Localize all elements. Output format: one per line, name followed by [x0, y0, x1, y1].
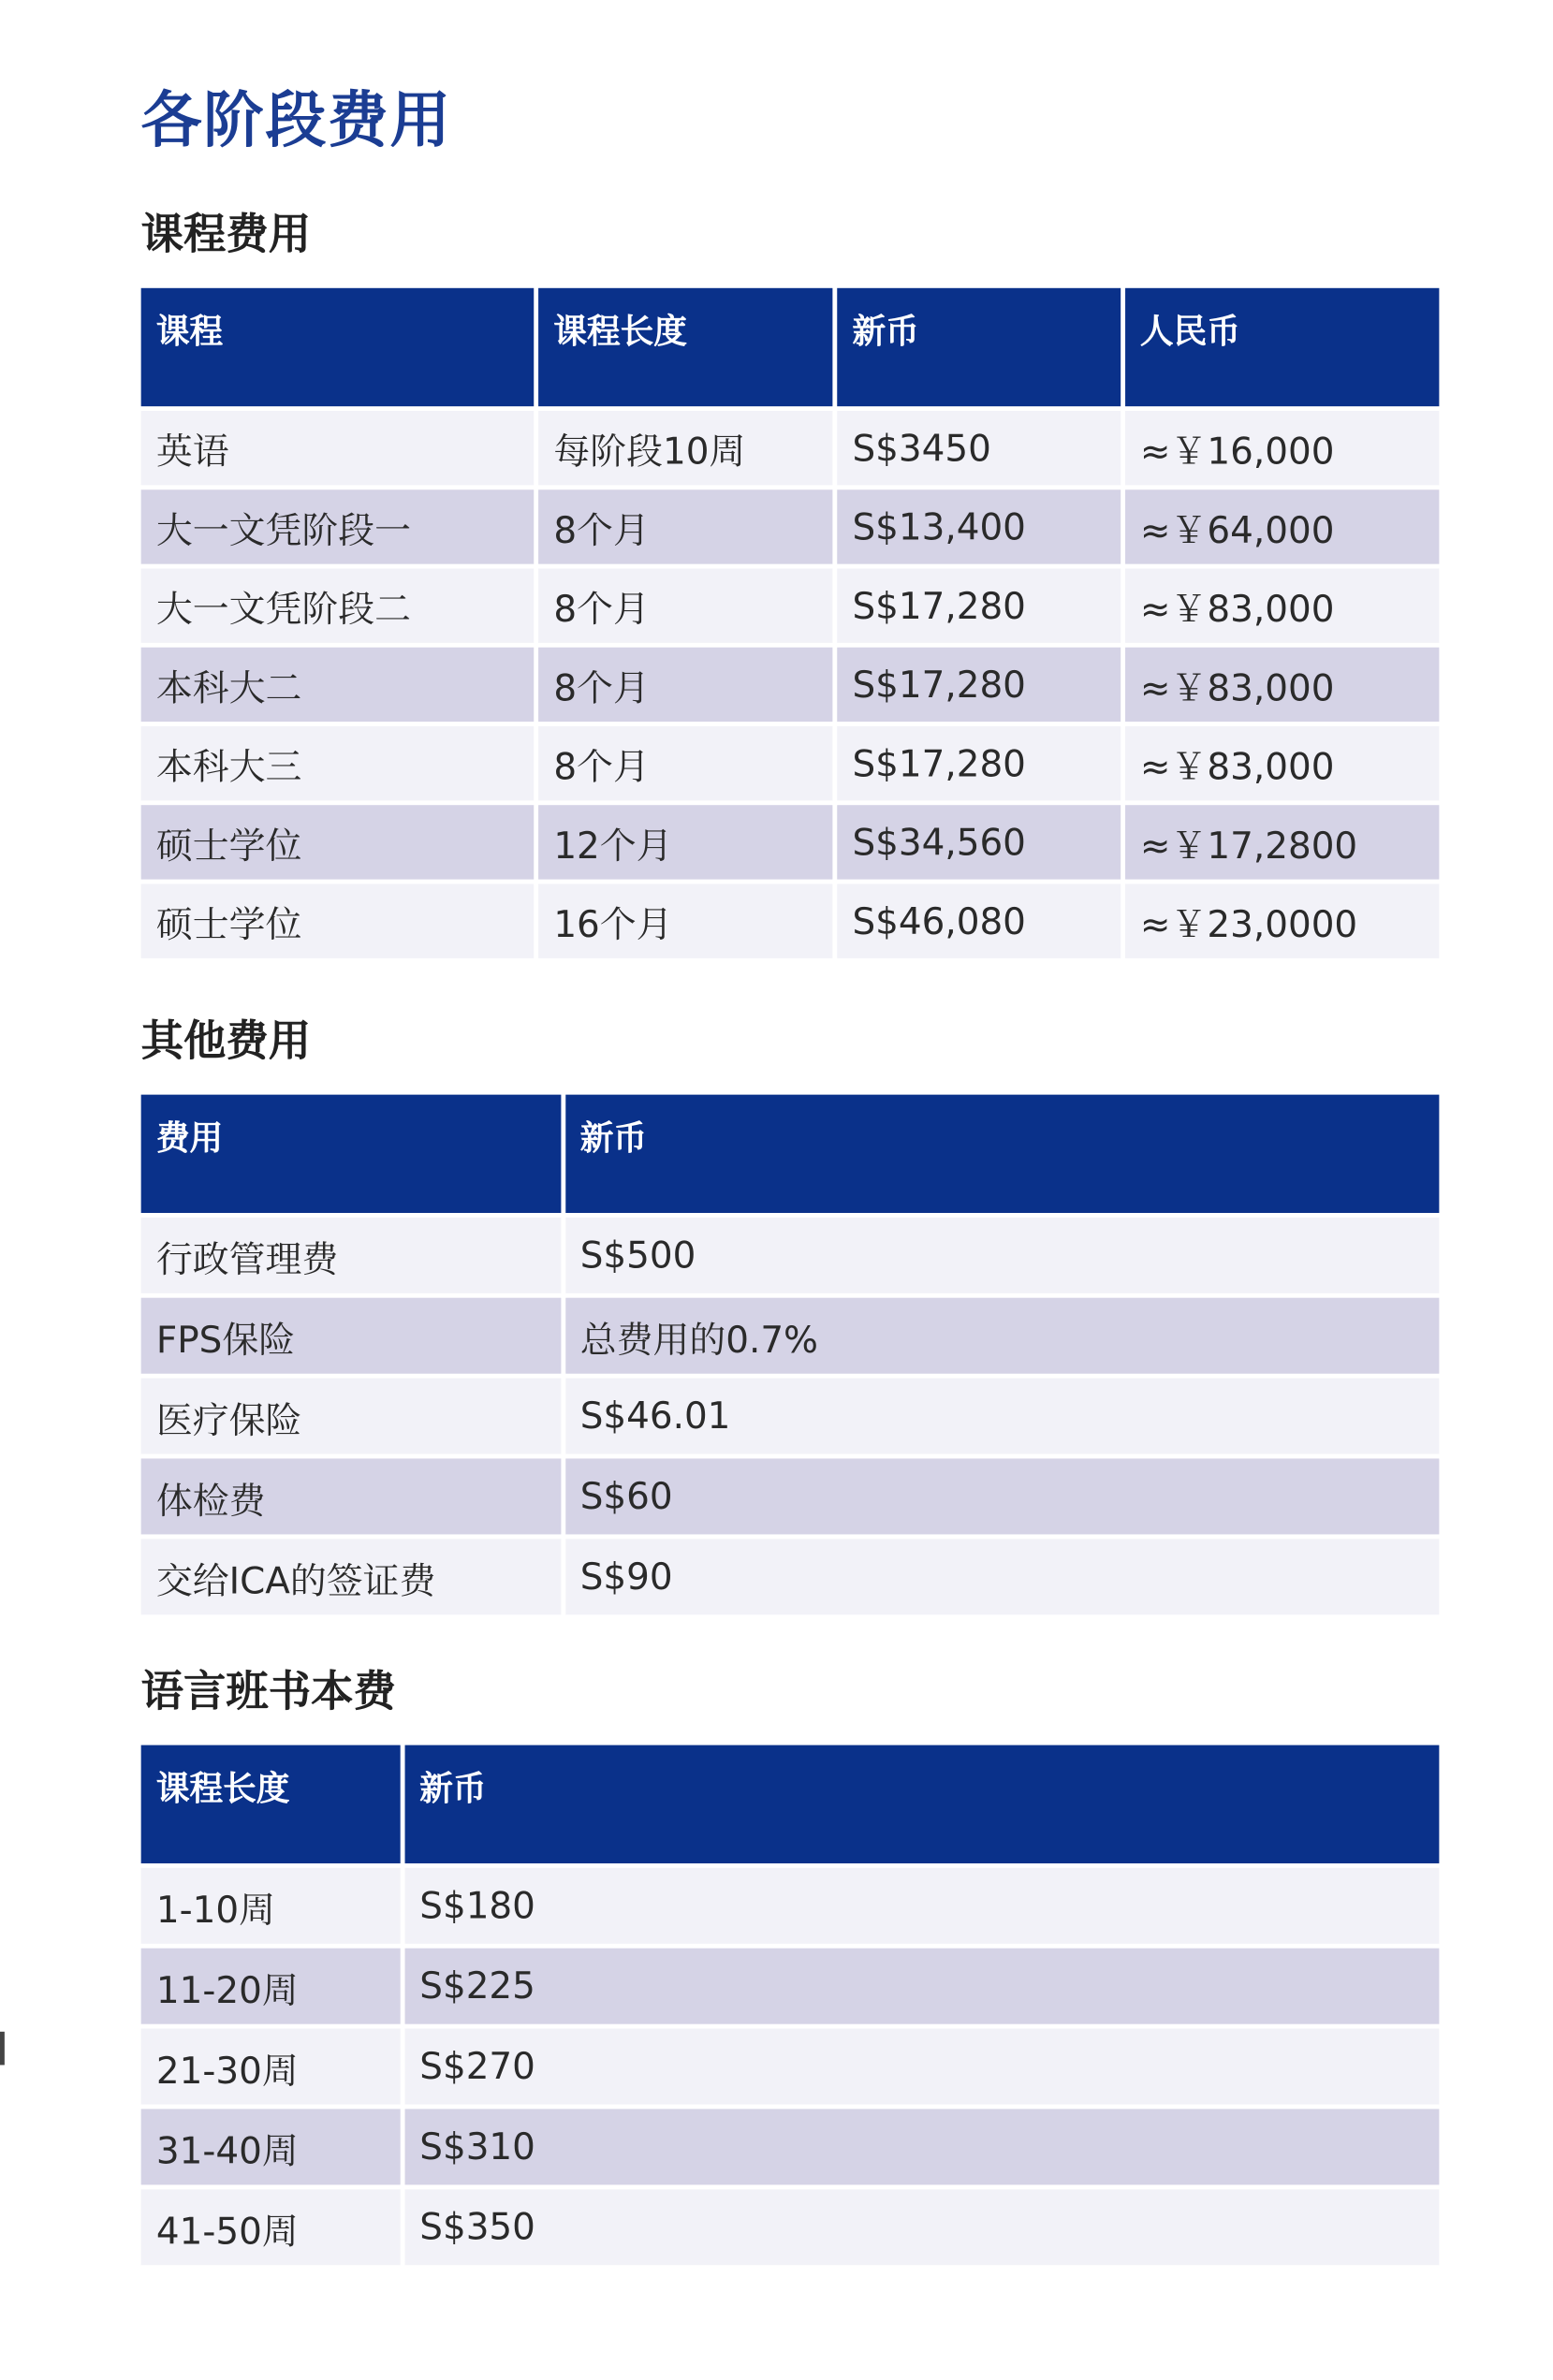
table-cell: 体检费: [141, 1458, 561, 1534]
table-cell: 1-10周: [141, 1868, 401, 1944]
table-row: [141, 648, 1440, 722]
table-cell: 本科大三: [141, 726, 535, 800]
course-fees-table: [137, 284, 1443, 963]
table-cell: 21-30周: [141, 2029, 401, 2105]
table-cell: S$17,280: [837, 648, 1121, 722]
table-row: [141, 1379, 1440, 1454]
table-cell: FPS保险: [141, 1298, 561, 1374]
table-row: [141, 883, 1440, 957]
table-cell: S$310: [404, 2109, 1439, 2184]
page-edge-mark: [0, 2032, 5, 2066]
table-cell: S$46.01: [565, 1379, 1440, 1454]
table-cell: S$350: [404, 2189, 1439, 2265]
table-cell: 31-40周: [141, 2109, 401, 2184]
table-cell: 大一文凭阶段二: [141, 569, 535, 643]
table-cell: 8个月: [538, 726, 832, 800]
section-heading-other-fees: 其他费用: [140, 1015, 312, 1066]
table-row: [141, 1298, 1440, 1374]
table-row: [141, 726, 1440, 800]
table-cell: ≈￥64,000: [1125, 489, 1440, 563]
table-cell: 大一文凭阶段一: [141, 489, 535, 563]
table-cell: 16个月: [538, 883, 832, 957]
table-row: [141, 1949, 1440, 2024]
table-row: [141, 805, 1440, 879]
table-cell: 硕士学位: [141, 883, 535, 957]
column-header: 课程长度: [538, 288, 832, 406]
table-cell: 8个月: [538, 648, 832, 722]
table-cell: 硕士学位: [141, 805, 535, 879]
table-header-row: [141, 288, 1440, 406]
table-cell: 11-20周: [141, 1949, 401, 2024]
table-cell: ≈￥83,000: [1125, 726, 1440, 800]
table-cell: 41-50周: [141, 2189, 401, 2265]
table-cell: S$270: [404, 2029, 1439, 2105]
column-header: 新币: [565, 1095, 1440, 1213]
table-cell: 本科大二: [141, 648, 535, 722]
table-cell: S$34,560: [837, 805, 1121, 879]
table-cell: S$225: [404, 1949, 1439, 2024]
table-cell: S$90: [565, 1539, 1440, 1614]
column-header: 人民币: [1125, 288, 1440, 406]
section-heading-course-fees: 课程费用: [140, 209, 312, 260]
table-cell: S$46,080: [837, 883, 1121, 957]
table-cell: ≈￥83,000: [1125, 648, 1440, 722]
table-cell: S$17,280: [837, 569, 1121, 643]
table-row: [141, 2189, 1440, 2265]
table-cell: 每阶段10周: [538, 411, 832, 485]
table-cell: S$60: [565, 1458, 1440, 1534]
table-row: [141, 569, 1440, 643]
table-header-row: [141, 1745, 1440, 1863]
page-title: 各阶段费用: [140, 86, 452, 156]
table-cell: 12个月: [538, 805, 832, 879]
table-row: [141, 1868, 1440, 1944]
table-row: [141, 1458, 1440, 1534]
table-cell: 交给ICA的签证费: [141, 1539, 561, 1614]
column-header: 课程长度: [141, 1745, 401, 1863]
table-cell: S$500: [565, 1218, 1440, 1293]
table-row: [141, 2109, 1440, 2184]
column-header: 课程: [141, 288, 535, 406]
table-cell: 行政管理费: [141, 1218, 561, 1293]
table-cell: 医疗保险: [141, 1379, 561, 1454]
table-row: [141, 1539, 1440, 1614]
table-cell: ≈￥17,2800: [1125, 805, 1440, 879]
other-fees-table: [137, 1090, 1443, 1619]
table-row: [141, 2029, 1440, 2105]
table-cell: S$180: [404, 1868, 1439, 1944]
column-header: 费用: [141, 1095, 561, 1213]
table-cell: S$13,400: [837, 489, 1121, 563]
table-cell: ≈￥23,0000: [1125, 883, 1440, 957]
table-header-row: [141, 1095, 1440, 1213]
table-cell: ≈￥16,000: [1125, 411, 1440, 485]
table-cell: S$3450: [837, 411, 1121, 485]
table-cell: 英语: [141, 411, 535, 485]
table-cell: S$17,280: [837, 726, 1121, 800]
section-heading-book-fees: 语言班书本费: [140, 1666, 396, 1716]
table-row: [141, 1218, 1440, 1293]
table-row: [141, 411, 1440, 485]
table-cell: 8个月: [538, 569, 832, 643]
table-cell: 总费用的0.7%: [565, 1298, 1440, 1374]
table-cell: ≈￥83,000: [1125, 569, 1440, 643]
table-row: [141, 489, 1440, 563]
column-header: 新币: [404, 1745, 1439, 1863]
table-cell: 8个月: [538, 489, 832, 563]
book-fees-table: [137, 1741, 1443, 2270]
column-header: 新币: [837, 288, 1121, 406]
